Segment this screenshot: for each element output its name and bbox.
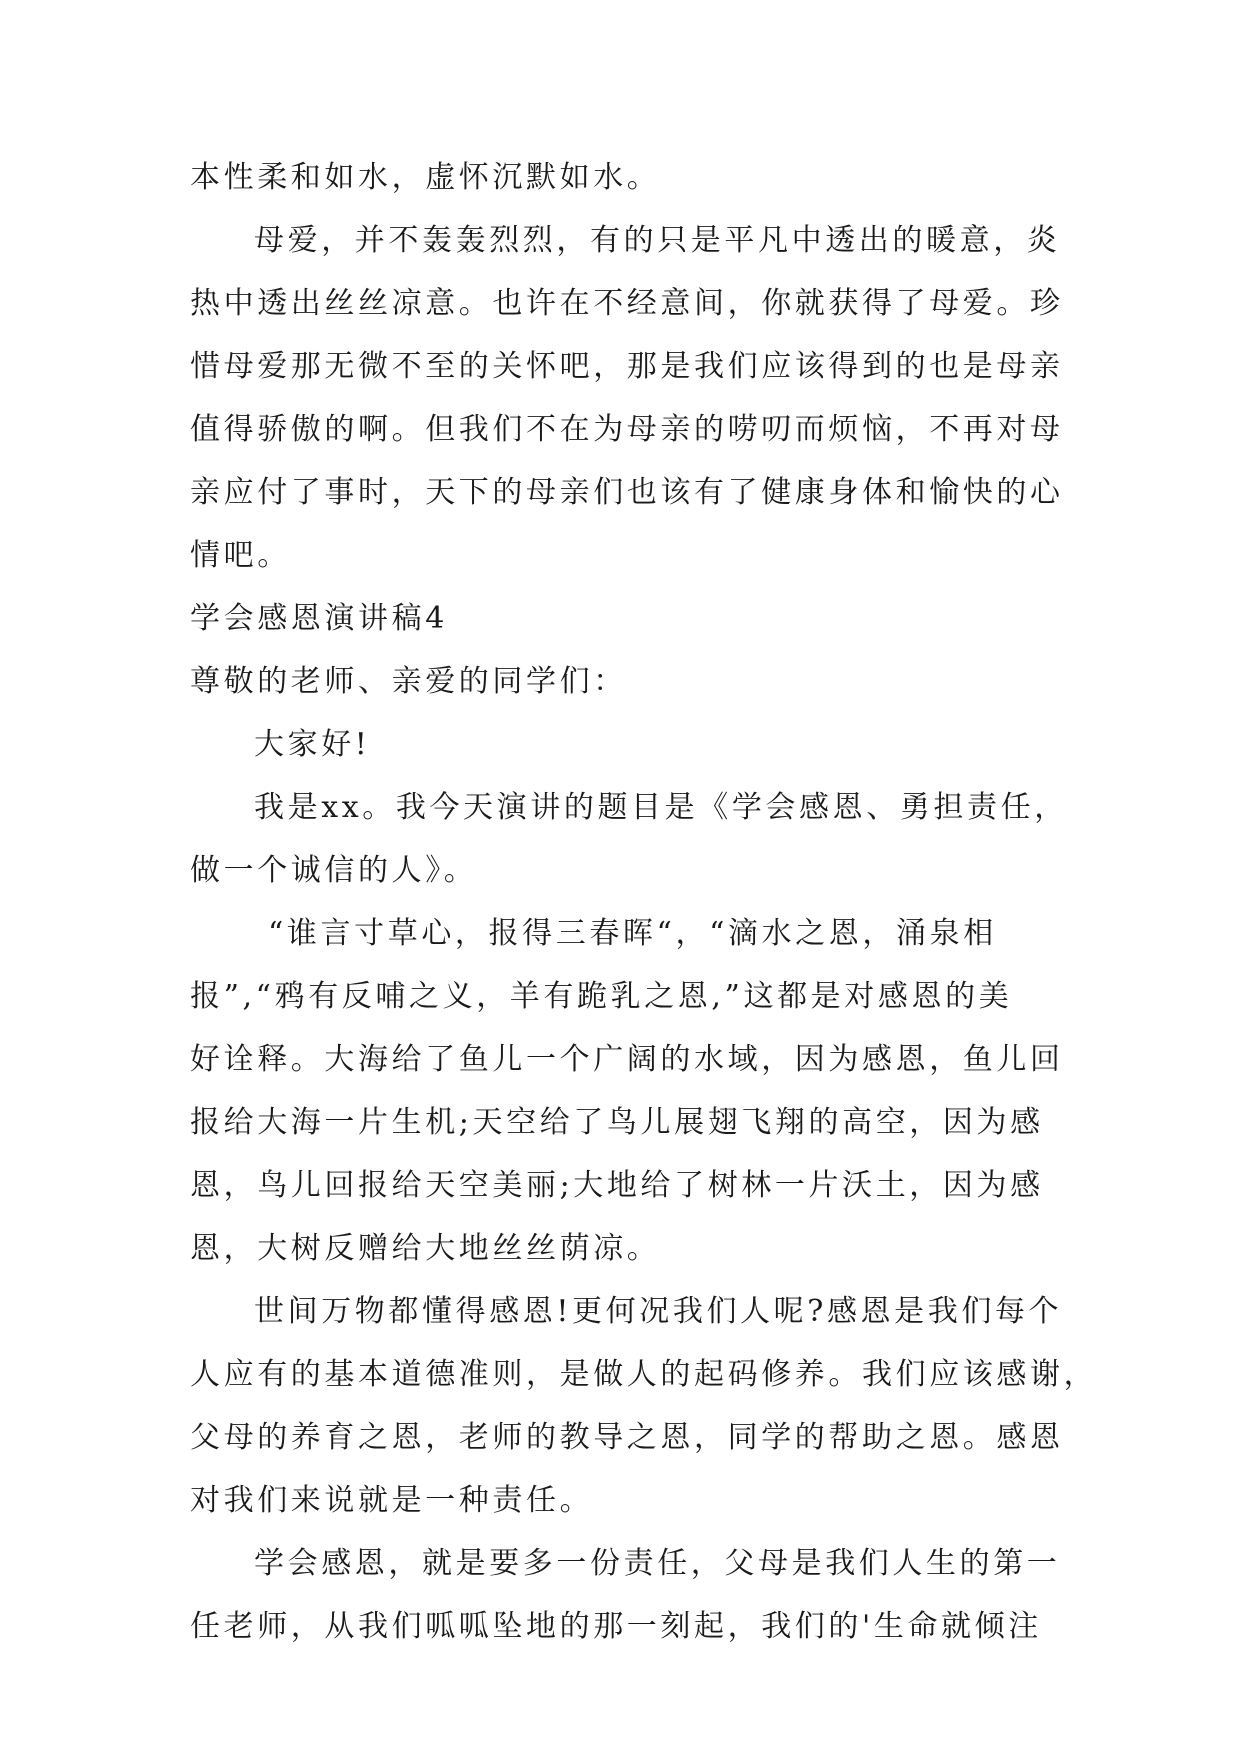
text-line: 人应有的基本道德准则，是做人的起码修养。我们应该感谢， [190,1357,1098,1392]
text-line: 恩，鸟儿回报给天空美丽;大地给了树林一片沃土，因为感 [190,1168,1044,1203]
salutation: 尊敬的老师、亲爱的同学们： [190,664,627,699]
text-line: 惜母爱那无微不至的关怀吧，那是我们应该得到的也是母亲 [190,349,1064,384]
text-line: 报”,“鸦有反哺之义，羊有跪乳之恩,”这都是对感恩的美 [190,979,1013,1014]
text-line: 亲应付了事时，天下的母亲们也该有了健康身体和愉快的心 [190,475,1064,510]
paragraph-start-line: 世间万物都懂得感恩!更何况我们人呢?感恩是我们每个 [254,1294,1063,1329]
text-line: 任老师，从我们呱呱坠地的那一刻起，我们的'生命就倾注 [190,1609,1042,1644]
paragraph-start-line: 学会感恩，就是要多一份责任，父母是我们人生的第一 [254,1546,1061,1581]
paragraph-start-line: 母爱，并不轰轰烈烈，有的只是平凡中透出的暖意，炎 [254,223,1061,258]
text-line: 值得骄傲的啊。但我们不在为母亲的唠叨而烦恼，不再对母 [190,412,1064,447]
text-line: 做一个诚信的人》。 [190,853,478,888]
text-line: 本性柔和如水，虚怀沉默如水。 [190,160,661,195]
section-heading: 学会感恩演讲稿4 [190,601,448,636]
text-line: 情吧。 [190,538,291,573]
text-line: 恩，大树反赠给大地丝丝荫凉。 [190,1231,661,1266]
text-line: 热中透出丝丝凉意。也许在不经意间，你就获得了母爱。珍 [190,286,1064,321]
greeting: 大家好! [254,727,371,762]
text-line: 报给大海一片生机;天空给了鸟儿展翅飞翔的高空，因为感 [190,1105,1044,1140]
text-line: 父母的养育之恩，老师的教导之恩，同学的帮助之恩。感恩 [190,1420,1064,1455]
paragraph-start-line: “谁言寸草心，报得三春晖“，“滴水之恩，涌泉相 [268,916,997,951]
text-line: 对我们来说就是一种责任。 [190,1483,594,1518]
text-line: 好诠释。大海给了鱼儿一个广阔的水域，因为感恩，鱼儿回 [190,1042,1064,1077]
paragraph-start-line: 我是xx。我今天演讲的题目是《学会感恩、勇担责任， [254,790,1068,825]
